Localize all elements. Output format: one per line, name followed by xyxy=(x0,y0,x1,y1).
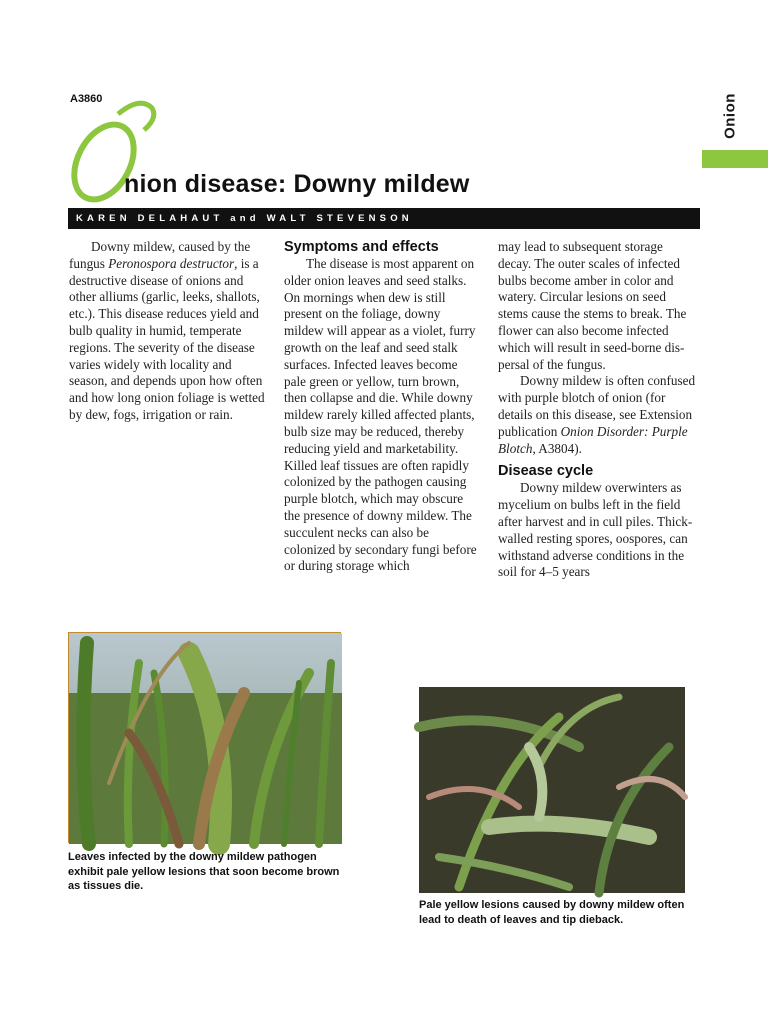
column-2 xyxy=(284,239,479,575)
symptoms-heading: Symptoms and effects xyxy=(284,239,439,255)
column-3 xyxy=(498,239,698,581)
column-1 xyxy=(69,239,269,424)
onion-field-photo xyxy=(68,632,341,843)
side-tab-bar xyxy=(702,150,768,168)
photo-caption-1: Leaves infected by the downy mildew pathogen exhibit pale yellow lesions that soon become brown as tissues die. xyxy=(68,851,340,892)
disease-cycle-heading: Disease cycle xyxy=(498,463,594,480)
photo-caption-2: Pale yellow lesions caused by downy mildew often lead to death of leaves and tip dieback. xyxy=(419,899,685,926)
svg-text:O: O xyxy=(260,296,261,297)
disease-cycle-paragraph: Downy mildew overwinters as mycelium on bulbs left in the field after harvest and in cull piles. Thick-walled resting spores, oospores, can withstand adverse conditions in the soil for 4–5 years xyxy=(498,480,693,580)
confusion-paragraph: Downy mildew is often confused with purple blotch of onion (for details on this disease, see Extension publication Onion Disorder: Purple Blotch, A3804). xyxy=(498,373,696,456)
lesions-photo xyxy=(419,687,685,893)
side-tab-label: Onion xyxy=(721,93,739,139)
page-title: nion disease: Downy mildew xyxy=(124,170,470,198)
publication-code: A3860 xyxy=(70,93,103,105)
intro-paragraph: Downy mildew, caused by the fungus Peronospora destructor, is a destructive disease of onions and other alliums (garlic, leeks, shallots, etc.). This disease reduces yield and bulb quality in humid, temperate regions. The severity of the disease varies widely with locality and season, and depends upon how often and how long onion foliage is wetted by dew, fogs, irrigation or rain. xyxy=(69,239,265,422)
symptoms-paragraph: The disease is most apparent on older onion leaves and seed stalks. On mornings when dew is still present on the foliage, downy mildew will appear as a violet, furry growth on the leaf and seed stalk surfaces. Infected leaves become pale green or yellow, turn brown, then collapse and die. While downy mildew rarely killed affected plants, bulb size may be reduced, thereby reducing yield and marketability. Killed leaf tissues are often rapidly colonized by the pathogen causing purple blotch, which may obscure the presence of downy mildew. The succulent necks can also be colonized by secondary fungi before or during storage which xyxy=(284,256,477,574)
author-bar: KAREN DELAHAUT and WALT STEVENSON xyxy=(68,208,700,229)
storage-paragraph: may lead to subsequent storage decay. The outer scales of infected bulbs become amber in color and watery. Circular lesions on seed stems cause the stems to break. The flower can also become infected which will result in seed-borne dispersal of the fungus. xyxy=(498,239,687,372)
